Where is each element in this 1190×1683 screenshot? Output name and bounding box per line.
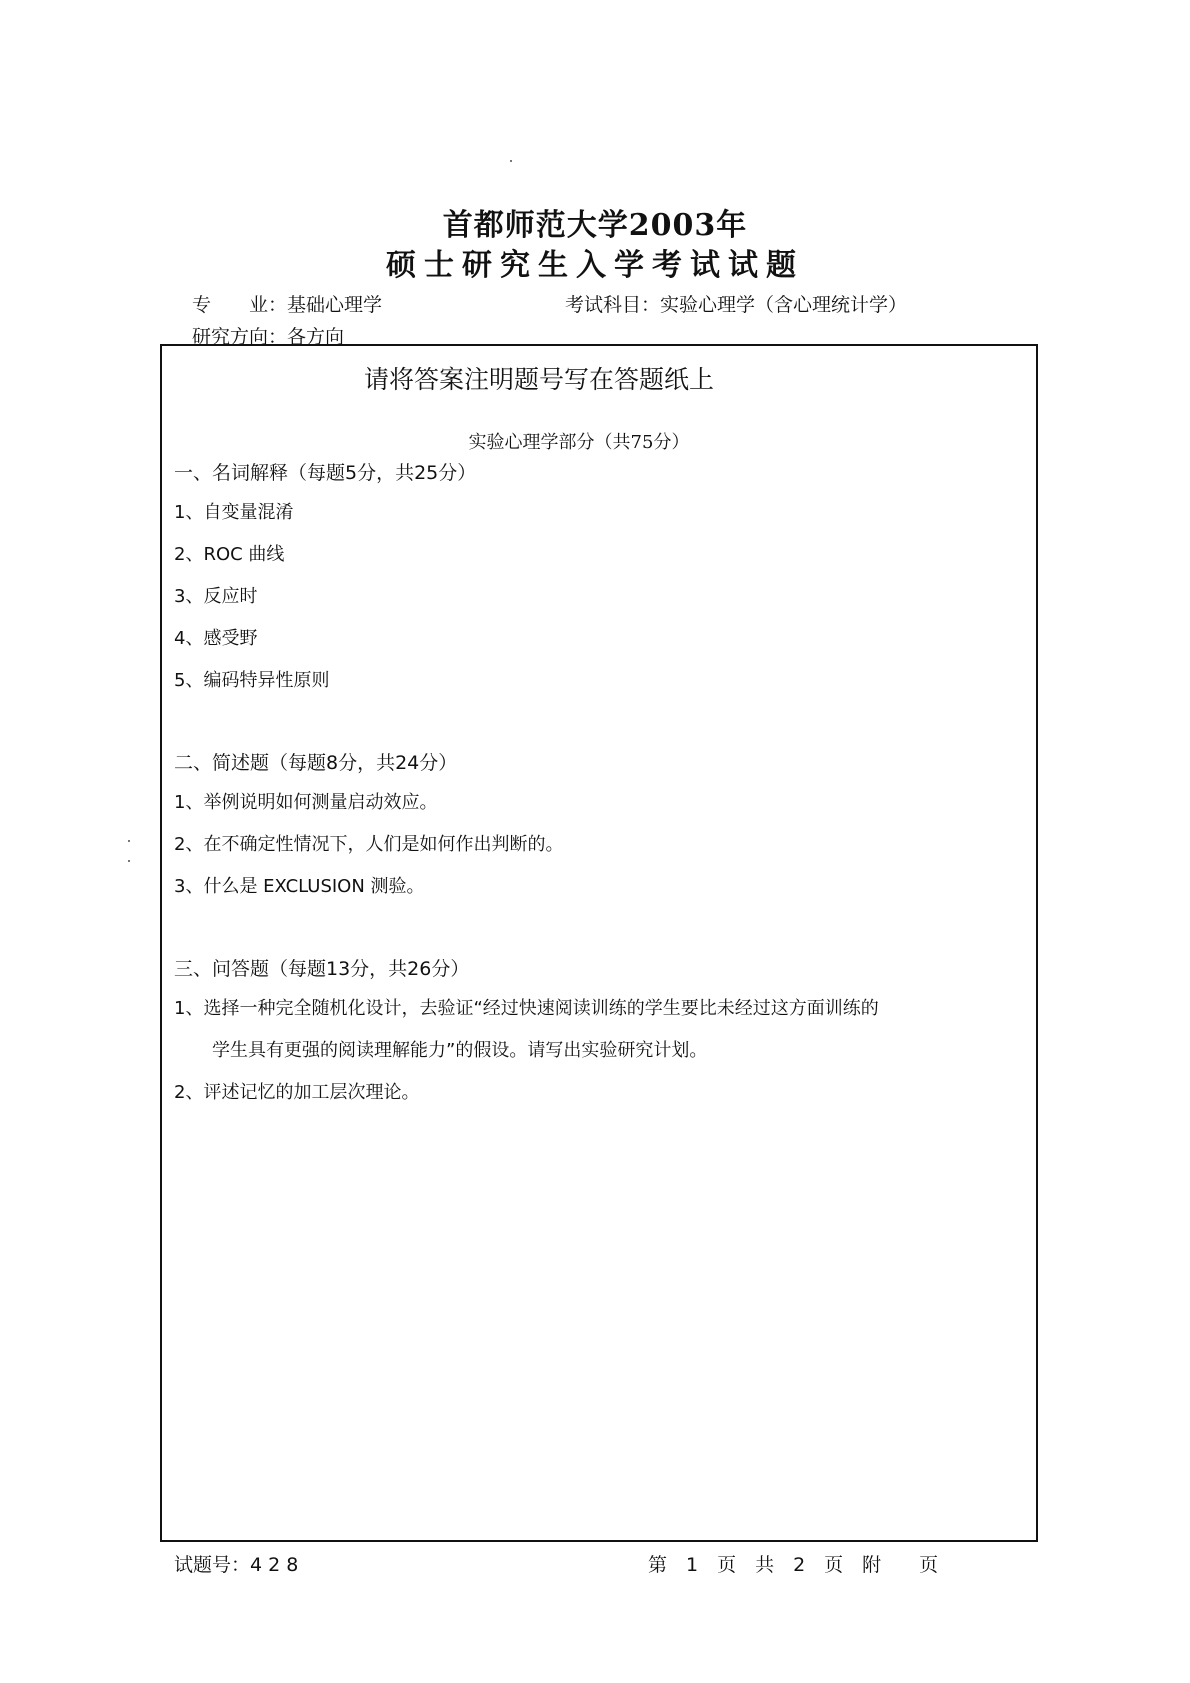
exam-title-line2: 硕士研究生入学考试试题 (386, 248, 804, 283)
section-heading: 一、名词解释（每题5分，共25分） (174, 462, 477, 484)
scan-speck (510, 160, 512, 162)
section-heading: 二、简述题（每题8分，共24分） (174, 752, 458, 774)
question-item: 2、评述记忆的加工层次理论。 (174, 1082, 420, 1103)
part-title: 实验心理学部分（共75分） (468, 432, 690, 453)
scan-speck (128, 860, 130, 862)
major-field (192, 290, 382, 317)
question-item: 2、ROC 曲线 (174, 544, 285, 565)
question-item: 1、选择一种完全随机化设计，去验证“经过快速阅读训练的学生要比未经过这方面训练的 (174, 998, 879, 1019)
question-item: 2、在不确定性情况下，人们是如何作出判断的。 (174, 834, 564, 855)
question-frame (160, 344, 1038, 1542)
section-heading: 三、问答题（每题13分，共26分） (174, 958, 470, 980)
page-info: 第 1 页 共 2 页 附 页 (648, 1554, 939, 1576)
question-code-label: 试题号： (174, 1554, 251, 1576)
question-item: 4、感受野 (174, 628, 258, 649)
direction-label: 研究方向： (192, 326, 288, 348)
question-item: 1、举例说明如何测量启动效应。 (174, 792, 438, 813)
question-item: 1、自变量混淆 (174, 502, 294, 523)
question-item: 3、反应时 (174, 586, 258, 607)
subject-field (565, 290, 907, 317)
subject-label: 考试科目： (565, 294, 661, 316)
question-item: 5、编码特异性原则 (174, 670, 330, 691)
direction-value: 各方向 (287, 326, 345, 348)
question-item-continuation: 学生具有更强的阅读理解能力”的假设。请写出实验研究计划。 (212, 1040, 708, 1061)
major-value: 基础心理学 (287, 294, 383, 316)
question-code-value: 4 2 8 (250, 1554, 299, 1576)
question-code (174, 1550, 298, 1577)
exam-title-line1: 首都师范大学2003年 (442, 208, 748, 243)
scan-speck (128, 840, 130, 842)
major-label: 专 业： (192, 294, 288, 316)
subject-value: 实验心理学（含心理统计学） (660, 294, 908, 316)
question-item: 3、什么是 EXCLUSION 测验。 (174, 876, 425, 897)
answer-notice: 请将答案注明题号写在答题纸上 (363, 365, 714, 394)
